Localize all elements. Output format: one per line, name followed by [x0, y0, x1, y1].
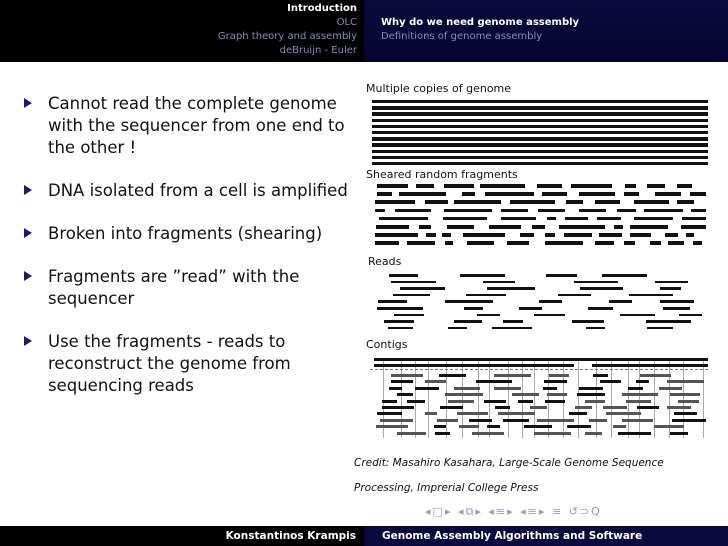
fragment-bar	[442, 233, 451, 237]
fragment-bar	[595, 241, 614, 245]
fragment-bar	[572, 320, 604, 323]
fragment-bar	[592, 364, 708, 367]
alignment-guide	[508, 360, 509, 438]
label-contigs: Contigs	[366, 338, 408, 351]
fragment-bar	[507, 241, 529, 245]
genome-assembly-figure	[362, 78, 712, 440]
fragment-bar	[600, 380, 621, 383]
fragment-bar	[395, 209, 432, 213]
fragment-bar	[693, 241, 702, 245]
fragment-bar	[476, 380, 512, 383]
fragment-bar	[589, 419, 607, 422]
bullet-item	[22, 93, 352, 159]
bullet-item	[22, 266, 352, 310]
bullet-text: DNA isolated from a cell is amplified	[48, 181, 348, 200]
fragment-bar	[640, 374, 671, 377]
bullet-text: Broken into fragments (shearing)	[48, 224, 323, 243]
fragment-bar	[614, 225, 623, 229]
fragment-bar	[434, 425, 446, 428]
fragment-bar	[372, 119, 708, 122]
fragment-bar	[467, 241, 494, 245]
fragment-bar	[575, 406, 592, 409]
fragment-bar	[459, 425, 479, 428]
fragment-bar	[544, 380, 567, 383]
bullet-item	[22, 331, 352, 397]
fragment-bar	[574, 281, 619, 284]
footer-author: Konstantinos Krampis	[0, 526, 364, 546]
fragment-bar	[579, 209, 606, 213]
fragment-bar	[485, 192, 533, 196]
fragment-bar	[545, 241, 583, 245]
fragment-bar	[425, 200, 448, 204]
fragment-bar	[372, 112, 708, 115]
nav-debruijn[interactable]: deBruijn - Euler	[279, 45, 357, 56]
fragment-bar	[603, 406, 627, 409]
fragment-bar	[503, 419, 529, 422]
fragment-bar	[624, 192, 639, 196]
fragment-bar	[389, 274, 418, 277]
fragment-bar	[538, 209, 564, 213]
slide-header	[0, 0, 728, 62]
fragment-bar	[469, 419, 493, 422]
fragment-bar	[660, 287, 680, 290]
fragment-bar	[532, 225, 545, 229]
fragment-bar	[375, 200, 415, 204]
fragment-bar	[672, 419, 706, 422]
fragment-bar	[670, 393, 700, 396]
label-reads: Reads	[368, 255, 402, 268]
fragment-bar	[565, 217, 588, 221]
fragment-bar	[622, 393, 659, 396]
fragment-bar	[547, 217, 556, 221]
fragment-bar	[457, 412, 487, 415]
fragment-bar	[537, 419, 574, 422]
nav-prev-subsection-icon[interactable]: ◂	[457, 505, 466, 518]
fragment-bar	[660, 300, 694, 303]
fragment-bar	[628, 387, 643, 390]
fragment-bar	[644, 209, 683, 213]
fragment-bar	[454, 387, 480, 390]
fragment-bar	[586, 327, 605, 330]
fragment-bar	[375, 209, 385, 213]
fragment-bar	[602, 274, 647, 277]
fragment-bar	[439, 374, 466, 377]
nav-prev-section-icon[interactable]: ◂	[488, 505, 496, 518]
fragment-bar	[377, 192, 392, 196]
fragment-bar	[637, 406, 659, 409]
fragment-bar	[606, 412, 642, 415]
fragment-bar	[629, 294, 673, 297]
fragment-bar	[472, 432, 504, 435]
fragment-bar	[682, 217, 706, 221]
fragment-bar	[466, 294, 507, 297]
fragment-bar	[382, 400, 397, 403]
fragment-bar	[571, 184, 612, 188]
fragment-bar	[547, 393, 567, 396]
nav-next-frame-icon[interactable]: ▸	[444, 505, 453, 518]
fragment-bar	[636, 380, 649, 383]
fragment-bar	[444, 184, 473, 188]
fragment-bar	[416, 184, 434, 188]
fragment-bar	[375, 233, 418, 237]
fragment-bar	[677, 184, 692, 188]
fragment-bar	[379, 217, 428, 221]
nav-next-slide-icon[interactable]: ▸	[538, 505, 547, 518]
fragment-bar	[399, 192, 446, 196]
fragment-bar	[384, 320, 414, 323]
fragment-bar	[394, 314, 424, 317]
fragment-bar	[622, 419, 653, 422]
fragment-bar	[634, 217, 673, 221]
fragment-bar	[391, 380, 413, 383]
subsection-nav	[364, 0, 728, 62]
fragment-bar	[495, 406, 510, 409]
nav-definitions[interactable]: Definitions of genome assembly	[381, 31, 543, 42]
fragment-bar	[630, 225, 668, 229]
fragment-bar	[489, 225, 522, 229]
fragment-bar	[670, 432, 688, 435]
triangle-bullet-icon	[24, 185, 32, 195]
fragment-bar	[376, 225, 409, 229]
fragment-bar	[569, 412, 587, 415]
fragment-bar	[484, 400, 505, 403]
fragment-bar	[650, 241, 661, 245]
nav-toc-icon[interactable]: ≡	[551, 505, 564, 518]
fragment-bar	[378, 300, 407, 303]
fragment-bar	[625, 184, 636, 188]
fragment-bar	[579, 192, 615, 196]
alignment-guide	[703, 360, 704, 438]
fragment-bar	[501, 217, 536, 221]
fragment-bar	[372, 125, 708, 128]
fragment-bar	[389, 387, 402, 390]
fragment-bar	[372, 143, 708, 146]
fragment-bar	[464, 307, 483, 310]
fragment-bar	[545, 400, 566, 403]
fragment-bar	[618, 432, 651, 435]
fragment-bar	[566, 200, 584, 204]
nav-next-section-icon[interactable]: ▸	[507, 505, 515, 518]
fragment-bar	[480, 184, 525, 188]
fragment-bar	[579, 387, 603, 390]
fragment-bar	[498, 412, 535, 415]
fragment-bar	[593, 374, 608, 377]
fragment-bar	[647, 184, 665, 188]
fragment-bar	[377, 412, 402, 415]
fragment-bar	[679, 314, 702, 317]
fragment-bar	[377, 184, 409, 188]
fragment-bar	[460, 274, 505, 277]
fragment-bar	[388, 327, 413, 330]
fragment-bar	[665, 233, 679, 237]
fragment-bar	[397, 432, 426, 435]
fragment-bar	[487, 287, 535, 290]
nav-subsection-icon[interactable]: ⧉	[465, 505, 476, 518]
fragment-bar	[372, 162, 708, 165]
fragment-bar	[440, 406, 463, 409]
fragment-bar	[597, 217, 622, 221]
fragment-bar	[437, 419, 458, 422]
fragment-bar	[407, 400, 426, 403]
fragment-bar	[425, 380, 447, 383]
bullet-text: Cannot read the complete genome with the sequencer from one end to the other !	[48, 94, 345, 157]
fragment-bar	[483, 281, 515, 284]
fragment-bar	[374, 364, 574, 367]
fragment-bar	[595, 200, 620, 204]
triangle-bullet-icon	[24, 228, 32, 238]
fragment-bar	[494, 374, 531, 377]
fragment-bar	[419, 225, 431, 229]
nav-introduction[interactable]: Introduction	[287, 3, 357, 14]
fragment-bar	[512, 393, 539, 396]
fragment-bar	[443, 217, 487, 221]
nav-search-icon[interactable]: ↺⊃Q	[568, 505, 602, 518]
credit-line-2: Processing, Imprerial College Press	[354, 482, 539, 494]
nav-section-icon[interactable]: ≡	[495, 505, 508, 518]
fragment-bar	[372, 100, 708, 103]
fragment-bar	[681, 225, 706, 229]
fragment-bar	[510, 200, 555, 204]
fragment-bar	[585, 400, 605, 403]
fragment-bar	[377, 307, 424, 310]
fragment-bar	[599, 233, 622, 237]
triangle-bullet-icon	[24, 98, 32, 108]
bullet-item	[22, 223, 352, 245]
fragment-bar	[678, 400, 699, 403]
fragment-bar	[588, 307, 613, 310]
bullet-text: Use the fragments - reads to reconstruct the genome from sequencing reads	[48, 332, 291, 395]
fragment-bar	[518, 400, 534, 403]
fragment-bar	[487, 425, 500, 428]
credit-line-1: Credit: Masahiro Kasahara, Large-Scale Genome Sequence	[354, 457, 664, 469]
fragment-bar	[444, 209, 492, 213]
fragment-bar	[630, 233, 650, 237]
fragment-bar	[445, 393, 483, 396]
fragment-bar	[372, 131, 708, 134]
fragment-bar	[646, 320, 691, 323]
fragment-bar	[537, 184, 562, 188]
fragment-bar	[407, 241, 435, 245]
fragment-bar	[463, 233, 506, 237]
nav-prev-slide-icon[interactable]: ◂	[520, 505, 528, 518]
fragment-bar	[372, 137, 708, 140]
fragment-bar	[654, 425, 684, 428]
fragment-bar	[501, 209, 527, 213]
section-nav	[0, 0, 364, 62]
fragment-bar	[580, 287, 623, 290]
fragment-bar	[454, 200, 501, 204]
fragment-bar	[663, 307, 690, 310]
fragment-bar	[659, 387, 682, 390]
nav-slide-icon[interactable]: ≡	[527, 505, 539, 518]
fragment-bar	[426, 233, 436, 237]
fragment-bar	[668, 241, 684, 245]
fragment-bar	[691, 209, 706, 213]
fragment-bar	[558, 294, 591, 297]
fragment-bar	[448, 327, 467, 330]
fragment-bar	[655, 281, 688, 284]
fragment-bar	[435, 432, 450, 435]
fragment-bar	[534, 314, 565, 317]
fragment-bar	[655, 192, 682, 196]
fragment-bar	[520, 233, 534, 237]
fragment-bar	[524, 425, 552, 428]
bullet-item	[22, 180, 352, 202]
fragment-bar	[549, 374, 570, 377]
fragment-bar	[542, 192, 568, 196]
nav-next-subsection-icon[interactable]: ▸	[475, 505, 483, 518]
fragment-bar	[534, 432, 571, 435]
fragment-bar	[545, 233, 555, 237]
fragment-bar	[391, 374, 424, 377]
fragment-bar	[617, 209, 636, 213]
fragment-bar	[400, 287, 445, 290]
footer-title: Genome Assembly Algorithms and Software	[364, 526, 728, 546]
fragment-bar	[503, 320, 523, 323]
nav-why-assembly[interactable]: Why do we need genome assembly	[381, 17, 580, 28]
fragment-bar	[391, 281, 436, 284]
fragment-bar	[375, 241, 400, 245]
triangle-bullet-icon	[24, 271, 32, 281]
fragment-bar	[647, 327, 673, 330]
fragment-bar	[624, 241, 635, 245]
fragment-bar	[677, 200, 694, 204]
fragment-bar	[519, 307, 543, 310]
fragment-bar	[626, 400, 651, 403]
slide-footer	[0, 526, 728, 546]
contig-dashed-line	[370, 369, 708, 370]
fragment-bar	[477, 314, 500, 317]
label-sheared-fragments: Sheared random fragments	[366, 168, 518, 181]
fragment-bar	[559, 225, 605, 229]
nav-prev-frame-icon[interactable]: ◂	[425, 505, 433, 518]
fragment-bar	[445, 241, 453, 245]
nav-graph-theory[interactable]: Graph theory and assembly	[217, 31, 357, 42]
fragment-bar	[372, 156, 708, 159]
fragment-bar	[546, 274, 577, 277]
fragment-bar	[397, 393, 413, 396]
fragment-bar	[425, 412, 437, 415]
fragment-bar	[667, 380, 704, 383]
fragment-bar	[613, 425, 626, 428]
fragment-bar	[620, 314, 655, 317]
fragment-bar	[494, 387, 521, 390]
fragment-bar	[530, 406, 548, 409]
beamer-nav-icons	[425, 505, 602, 519]
fragment-bar	[447, 225, 474, 229]
fragment-bar	[539, 300, 562, 303]
bullet-list	[22, 93, 352, 418]
fragment-bar	[376, 425, 407, 428]
fragment-bar	[543, 387, 557, 390]
fragment-bar	[667, 406, 691, 409]
label-multiple-copies: Multiple copies of genome	[366, 82, 512, 95]
fragment-bar	[382, 406, 414, 409]
fragment-bar	[674, 412, 697, 415]
alignment-guide	[611, 360, 612, 438]
alignment-guide	[428, 360, 429, 438]
fragment-bar	[609, 300, 632, 303]
fragment-bar	[577, 393, 605, 396]
fragment-bar	[448, 400, 474, 403]
fragment-bar	[372, 106, 708, 109]
nav-olc[interactable]: OLC	[336, 17, 357, 28]
fragment-bar	[415, 387, 440, 390]
fragment-bar	[686, 233, 694, 237]
fragment-bar	[454, 320, 482, 323]
fragment-bar	[564, 233, 593, 237]
fragment-bar	[374, 358, 708, 361]
fragment-bar	[492, 327, 532, 330]
fragment-bar	[372, 150, 708, 153]
nav-frame-icon[interactable]: □	[432, 505, 445, 518]
fragment-bar	[567, 425, 591, 428]
fragment-bar	[380, 419, 413, 422]
fragment-bar	[634, 200, 669, 204]
fragment-bar	[585, 432, 602, 435]
bullet-text: Fragments are ”read” with the sequencer	[48, 267, 300, 308]
fragment-bar	[690, 192, 706, 196]
triangle-bullet-icon	[24, 336, 32, 346]
fragment-bar	[462, 192, 475, 196]
fragment-bar	[393, 294, 431, 297]
fragment-bar	[445, 300, 493, 303]
